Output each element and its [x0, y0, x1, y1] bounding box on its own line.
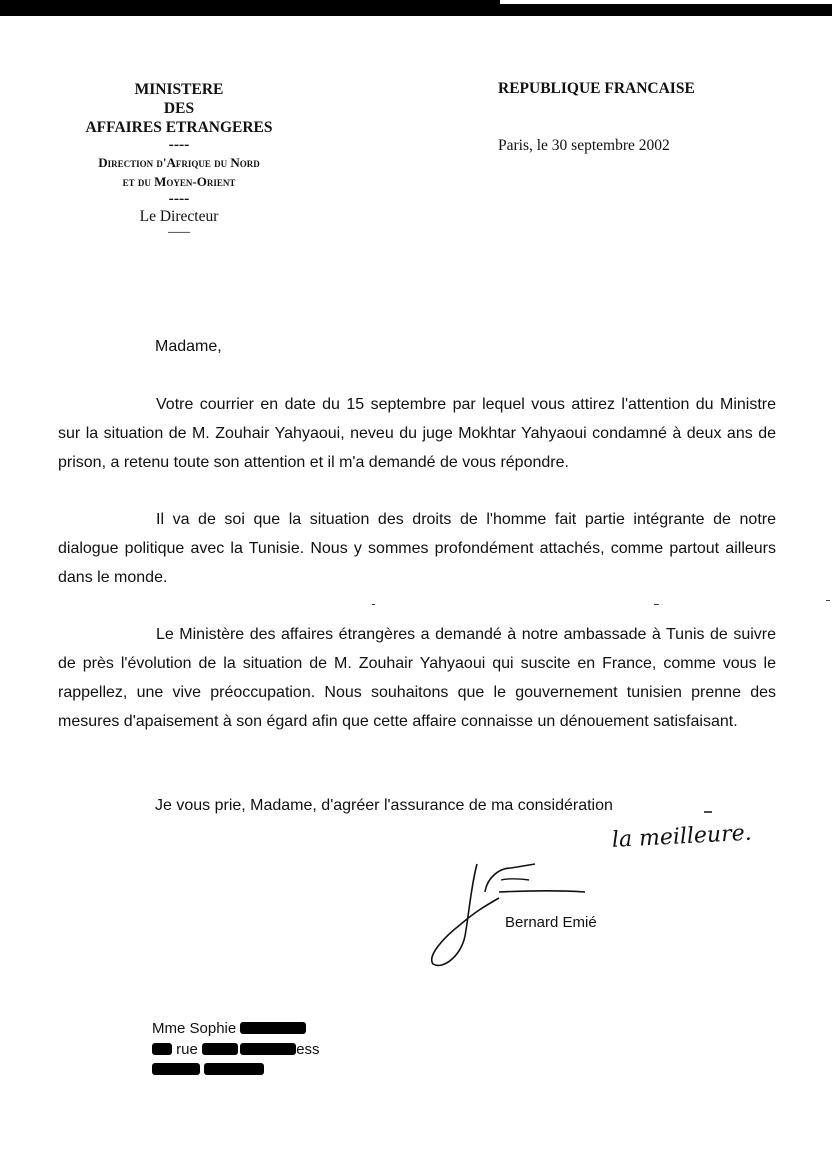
letterhead-end-separator: ——: [168, 226, 190, 238]
ministry-line-2: DES: [163, 100, 195, 117]
direction-line-1: Direction d'Afrique du Nord: [98, 155, 260, 170]
handwritten-text: la meilleure.: [611, 820, 753, 853]
closing-formula: Je vous prie, Madame, d'agréer l'assurance de ma considération: [155, 797, 613, 814]
recipient-city-line: [152, 1060, 264, 1080]
place-date: Paris, le 30 septembre 2002: [498, 137, 670, 154]
paragraph-3-text: Le Ministère des affaires étrangères a demandé à notre ambassade à Tunis de suivre de près l'évolution de la situation de M. Zouhair Yahyaoui qui suscite en France, comme vous le rappellez, une vive préoccupation. Nous souhaitons que le gouvernement tunisien prenne des mesures d'apaisement à son égard afin que cette affaire connaisse un dénouement satisfaisant.: [58, 626, 776, 730]
salutation: Madame,: [155, 338, 222, 355]
recipient-street-line: [152, 1040, 320, 1060]
redaction-block: [240, 1043, 296, 1055]
redaction-block: [240, 1022, 306, 1034]
redaction-block: [152, 1043, 172, 1055]
redaction-block: [202, 1043, 238, 1055]
recipient-name-line: [152, 1019, 306, 1039]
ministry-line-3: AFFAIRES ETRANGERES: [85, 119, 273, 136]
scan-top-border: [0, 0, 832, 18]
recipient-street-fragment: rue: [176, 1041, 198, 1058]
handwritten-addition: [608, 810, 758, 858]
recipient-street-end: ess: [296, 1041, 320, 1058]
redaction-block: [204, 1063, 264, 1075]
scan-speck: [826, 600, 830, 601]
paragraph-3: [58, 620, 776, 736]
ministry-line-1: MINISTERE: [134, 81, 224, 98]
paragraph-1-text: Votre courrier en date du 15 septembre par lequel vous attirez l'attention du Ministre sur la situation de M. Zouhair Yahyaoui, neveu du juge Mokhtar Yahyaoui condamné à deux ans de prison, a retenu toute son attention et il m'a demandé de vous répondre.: [58, 396, 776, 471]
signature: [425, 852, 595, 970]
letterhead-separator: ----: [168, 136, 190, 153]
direction-line-2: et du Moyen-Orient: [122, 174, 236, 189]
signer-name: Bernard Emié: [505, 914, 597, 931]
paragraph-1: [58, 390, 776, 477]
scan-speck: [372, 604, 375, 605]
recipient-name: Mme Sophie: [152, 1020, 237, 1037]
paragraph-2: [58, 505, 776, 592]
redaction-block: [152, 1063, 200, 1075]
paragraph-2-text: Il va de soi que la situation des droits de l'homme fait partie intégrante de notre dialogue politique avec la Tunisie. Nous y sommes profondément attachés, comme partout ailleurs dans le monde.: [58, 511, 776, 586]
letterhead-separator: ----: [168, 190, 190, 207]
ministry-letterhead: [50, 80, 308, 238]
scan-speck: [654, 604, 659, 605]
republic-heading: REPUBLIQUE FRANCAISE: [498, 80, 695, 97]
director-title: Le Directeur: [139, 208, 219, 225]
